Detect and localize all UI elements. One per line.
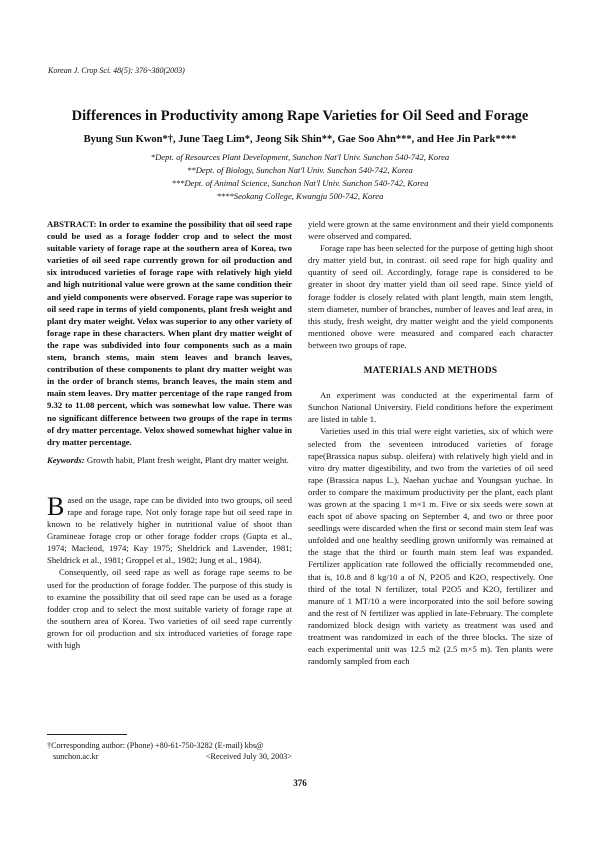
footnote-line-1: †Corresponding author: (Phone) +80-61-750-3282 (E-mail) kbs@ [47, 741, 264, 750]
page-number: 376 [293, 778, 307, 788]
footnote-email-end: sunchon.ac.kr [53, 752, 99, 761]
affiliation-1: *Dept. of Resources Plant Development, Sunchon Nat'l Univ. Sunchon 540-742, Korea [150, 152, 450, 162]
intro-paragraph-2: Consequently, oil seed rape as well as forage rape seems to be used for the production of forage fodder. The purpose of this study is to examine the possibility that oil seed rape can be used as a forage fodder crop and to select the most suitable variety of forage rape at the southern area of Korea. Two varieties of oil seed rape currently grown for oil production and six introduced varieties of forage rape with high [47, 567, 292, 650]
methods-paragraph-1: An experiment was conducted at the experimental farm of Sunchon National University. Field conditions before the experiment are listed in table 1. [308, 390, 553, 425]
right-paragraph-2: Forage rape has been selected for the purpose of getting high shoot dry matter yield but, in contrast. oil seed rape for high quality and quantity of seed oil. Accordingly, forage rape is considered to be greater in shoot dry matter yield than oil seed rape. Since yield of forage fodder is closely related with plant length, main stem length, stem diameter, number of branches, number of leaves and leaf area, in this study, fresh weight, dry matter weight and the yield components mentioned obove were measured and compared each character between two groups of rape. [308, 243, 553, 350]
right-column [308, 218, 553, 667]
affiliation-2: **Dept. of Biology, Sunchon Nat'l Univ. Sunchon 540-742, Korea [187, 165, 413, 175]
keywords-text: Growth habit, Plant fresh weight, Plant dry matter weight. [84, 454, 289, 465]
drop-cap: B [47, 491, 65, 521]
keywords-label: Keywords: [47, 454, 85, 465]
intro-paragraph-1 [47, 491, 292, 567]
methods-paragraph-2: Varieties used in this trial were eight varieties, six of which were selected from the seventeen introduced varieties of forage rape(Brassica napus subsp. oleifera) with relatively high yield and in vitro dry matter digestibility, and two from the varieties of oil seed rape (Brassica napus L.), Naehan yuchae and Youngsan yuchae. In order to compare the maximum productivity per the plant, each plant was grown at the spacing 1 m×1 m. Five or six seeds were sown at each spot of above spacing on September 4, and two or three poor seedlings were discarded when the first or second main stem leaf was unfolded and one healthy seedling grown uniformly was remained at the stage that the third or fourth main stem leaf was expanded. Fertilizer application rate followed the officially recommended one, that is, 10.8 and 8 kg/10 a of N, P2O5 and K2O, respectively. One third of the total N fertilizer, total P2O5 and K2O, fertilizer and manure of 1 MT/10 a were incorporated into the soil before sowing and the rest of N fertilizer was applied in late-February. The complete randomized block design with variety as treatment was used and treatment was randomized in each of the three blocks. The size of each experimental unit was 12.5 m2 (2.5 m×5 m). Ten plants were randomly sampled from each [308, 426, 553, 667]
left-column [47, 218, 292, 651]
footnote-rule [47, 734, 127, 735]
keywords [47, 454, 292, 466]
footnote-line-2 [47, 751, 292, 762]
right-paragraph-1: yield were grown at the same environment and their yield components were observed and compared. [308, 219, 553, 242]
section-heading-materials-methods: MATERIALS AND METHODS [363, 366, 498, 377]
affiliation-3: ***Dept. of Animal Science, Sunchon Nat'l Univ. Sunchon 540-742, Korea [171, 178, 429, 188]
affiliation-4: ****Seokang College, Kwangju 500-742, Korea [216, 191, 384, 201]
journal-citation: Korean J. Crop Sci. 48(5): 376~380(2003) [48, 66, 185, 75]
introduction [47, 491, 292, 651]
intro-paragraph-1-text: ased on the usage, rape can be divided into two groups, oil seed rape and forage rape. Not only forage rape but oil seed rape in known to be relatively higher in nutritional value of shoot than Gramineae forage crop or other forage fodder crops (Gupta et al., 1974; Macleod, 1974; Kay 1975; Sheldrick and Lavender, 1981; Sheldrick et al., 1981; Groppel et al., 1982; Jung et al., 1984). [47, 494, 292, 566]
abstract: ABSTRACT: In order to examine the possibility that oil seed rape could be used as a forage fodder crop and to select the most suitable variety of forage rape at the southern area of Korea, two varieties of oil seed rape currently grown for oil production and six introduced varieties of forage rape with relatively high yield and high nutritional value were grown at the same condition their and yield components were observed. Forage rape was superior to oil seed rape in terms of yield components, plant fresh weight and plant dry mater weight. Velox was superior to any other variety of forage rape in these characters. When plant dry matter weight of the rape was subdivided into four components such as a main stem, branch stems, main stem leaves and branch leaves, contribution of these components to plant dry matter weight was in the order of branch stems, branch leaves, the main stem and main stem leaves. Dry matter percentage of the rape ranged from 9.32 to 11.08 percent, which was somewhat low value. There was no significant difference between two groups of the rape in terms of dry matter percentage. Velox showed somewhat higher value in dry matter percentage. [47, 219, 292, 447]
affiliations [40, 151, 560, 203]
paper-title: Differences in Productivity among Rape Varieties for Oil Seed and Forage [71, 108, 529, 124]
footnote [47, 740, 292, 762]
received-date: <Received July 30, 2003> [205, 752, 292, 761]
author-list: Byung Sun Kwon*†, June Taeg Lim*, Jeong Sik Shin**, Gae Soo Ahn***, and Hee Jin Park**** [83, 134, 517, 145]
